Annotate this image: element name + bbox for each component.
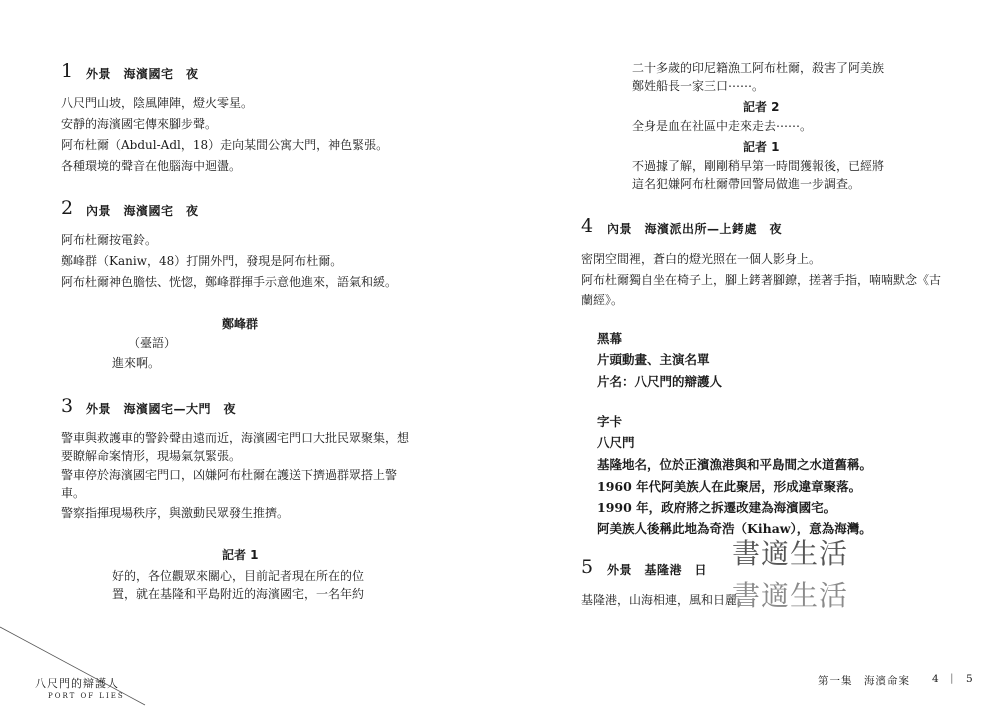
scene-3-line: 警車停於海濱國宅門口，凶嫌阿布杜爾在護送下擠過群眾搭上警 bbox=[61, 468, 398, 482]
parenthetical: （臺語） bbox=[128, 336, 177, 350]
scene-1-line: 八尺門山坡，陰風陣陣，燈火零星。 bbox=[61, 96, 254, 110]
dialog-line: 全身是血在社區中走來走去⋯⋯。 bbox=[632, 119, 813, 133]
dialog-line: 鄭姓船長一家三口⋯⋯。 bbox=[632, 79, 765, 93]
scene-3-line: 要瞭解命案情形，現場氣氛緊張。 bbox=[61, 449, 242, 463]
black-card-line: 片頭動畫、主演名單 bbox=[597, 352, 710, 367]
scene-1-line: 安靜的海濱國宅傳來腳步聲。 bbox=[61, 117, 218, 131]
scene-5-line: 基隆港，山海相連，風和日麗。 bbox=[581, 593, 750, 607]
scene-2-line: 阿布杜爾按電鈴。 bbox=[61, 233, 158, 247]
watermark-text-echo: 書適生活 bbox=[732, 579, 849, 612]
scene-1-number: 1 bbox=[61, 60, 74, 82]
dialog-line: 好的，各位觀眾來關心，目前記者現在所在的位 bbox=[112, 569, 365, 583]
black-card-line: 片名：八尺門的辯護人 bbox=[597, 374, 723, 389]
dialog-line: 進來啊。 bbox=[112, 356, 161, 370]
title-card-line: 八尺門 bbox=[597, 435, 635, 450]
scene-2-line: 阿布杜爾神色膽怯、恍惚，鄭峰群揮手示意他進來，語氣和緩。 bbox=[61, 275, 398, 289]
scene-3-line: 車。 bbox=[61, 486, 86, 500]
scene-4-line: 密閉空間裡，蒼白的燈光照在一個人影身上。 bbox=[581, 252, 822, 266]
scene-4-heading: 內景 海濱派出所—上銬處 夜 bbox=[607, 222, 783, 236]
scene-1-line: 各種環境的聲音在他腦海中迴盪。 bbox=[61, 159, 242, 173]
title-card-line: 阿美族人後稱此地為奇浩（Kihaw），意為海灣。 bbox=[597, 521, 872, 536]
scene-3-heading: 外景 海濱國宅—大門 夜 bbox=[86, 402, 237, 416]
dialog-line: 二十多歲的印尼籍漁工阿布杜爾，殺害了阿美族 bbox=[632, 61, 885, 75]
scene-5-number: 5 bbox=[581, 556, 594, 578]
title-card-line: 基隆地名，位於正濱漁港與和平島間之水道舊稱。 bbox=[597, 457, 873, 472]
watermark-text: 書適生活 bbox=[732, 537, 849, 570]
scene-2-number: 2 bbox=[61, 197, 74, 219]
book-title: 八尺門的辯護人 bbox=[35, 677, 119, 690]
scene-4-number: 4 bbox=[581, 215, 594, 237]
scene-1-line: 阿布杜爾（Abdul-Adl，18）走向某間公寓大門，神色緊張。 bbox=[61, 138, 389, 152]
scene-1-heading: 外景 海濱國宅 夜 bbox=[86, 67, 199, 81]
chapter-title: 第一集 海濱命案 bbox=[818, 675, 910, 687]
black-card-line: 黑幕 bbox=[597, 331, 623, 346]
character-name: 鄭峰群 bbox=[222, 317, 259, 331]
scene-5-heading: 外景 基隆港 日 bbox=[607, 563, 708, 577]
dialog-line: 置，就在基隆和平島附近的海濱國宅，一名年約 bbox=[112, 587, 365, 601]
page-number-left: 4 bbox=[932, 673, 940, 685]
scene-3-number: 3 bbox=[61, 395, 74, 417]
dialog-line: 不過據了解，剛剛稍早第一時間獲報後，已經將 bbox=[632, 159, 885, 173]
title-card-line: 1960 年代阿美族人在此聚居，形成違章聚落。 bbox=[597, 479, 862, 494]
scene-2-line: 鄭峰群（Kaniw，48）打開外門，發現是阿布杜爾。 bbox=[61, 254, 343, 268]
book-subtitle: PORT OF LIES bbox=[48, 692, 125, 700]
page-number-right: 5 bbox=[966, 673, 974, 685]
character-name: 記者 1 bbox=[222, 548, 259, 562]
title-card-line: 字卡 bbox=[597, 414, 623, 429]
page-separator: | bbox=[950, 672, 955, 684]
title-card-line: 1990 年，政府將之拆遷改建為海濱國宅。 bbox=[597, 500, 837, 515]
character-name: 記者 1 bbox=[743, 140, 780, 154]
scene-3-line: 警車與救護車的警鈴聲由遠而近，海濱國宅門口大批民眾聚集，想 bbox=[61, 431, 410, 445]
scene-2-heading: 內景 海濱國宅 夜 bbox=[86, 204, 199, 218]
scene-3-line: 警察指揮現場秩序，與激動民眾發生推擠。 bbox=[61, 506, 290, 520]
character-name: 記者 2 bbox=[743, 100, 780, 114]
scene-4-line: 阿布杜爾獨自坐在椅子上，腳上銬著腳鐐，搓著手指，喃喃默念《古 bbox=[581, 273, 942, 287]
scene-4-line: 蘭經》。 bbox=[581, 293, 624, 307]
dialog-line: 這名犯嫌阿布杜爾帶回警局做進一步調查。 bbox=[632, 177, 861, 191]
